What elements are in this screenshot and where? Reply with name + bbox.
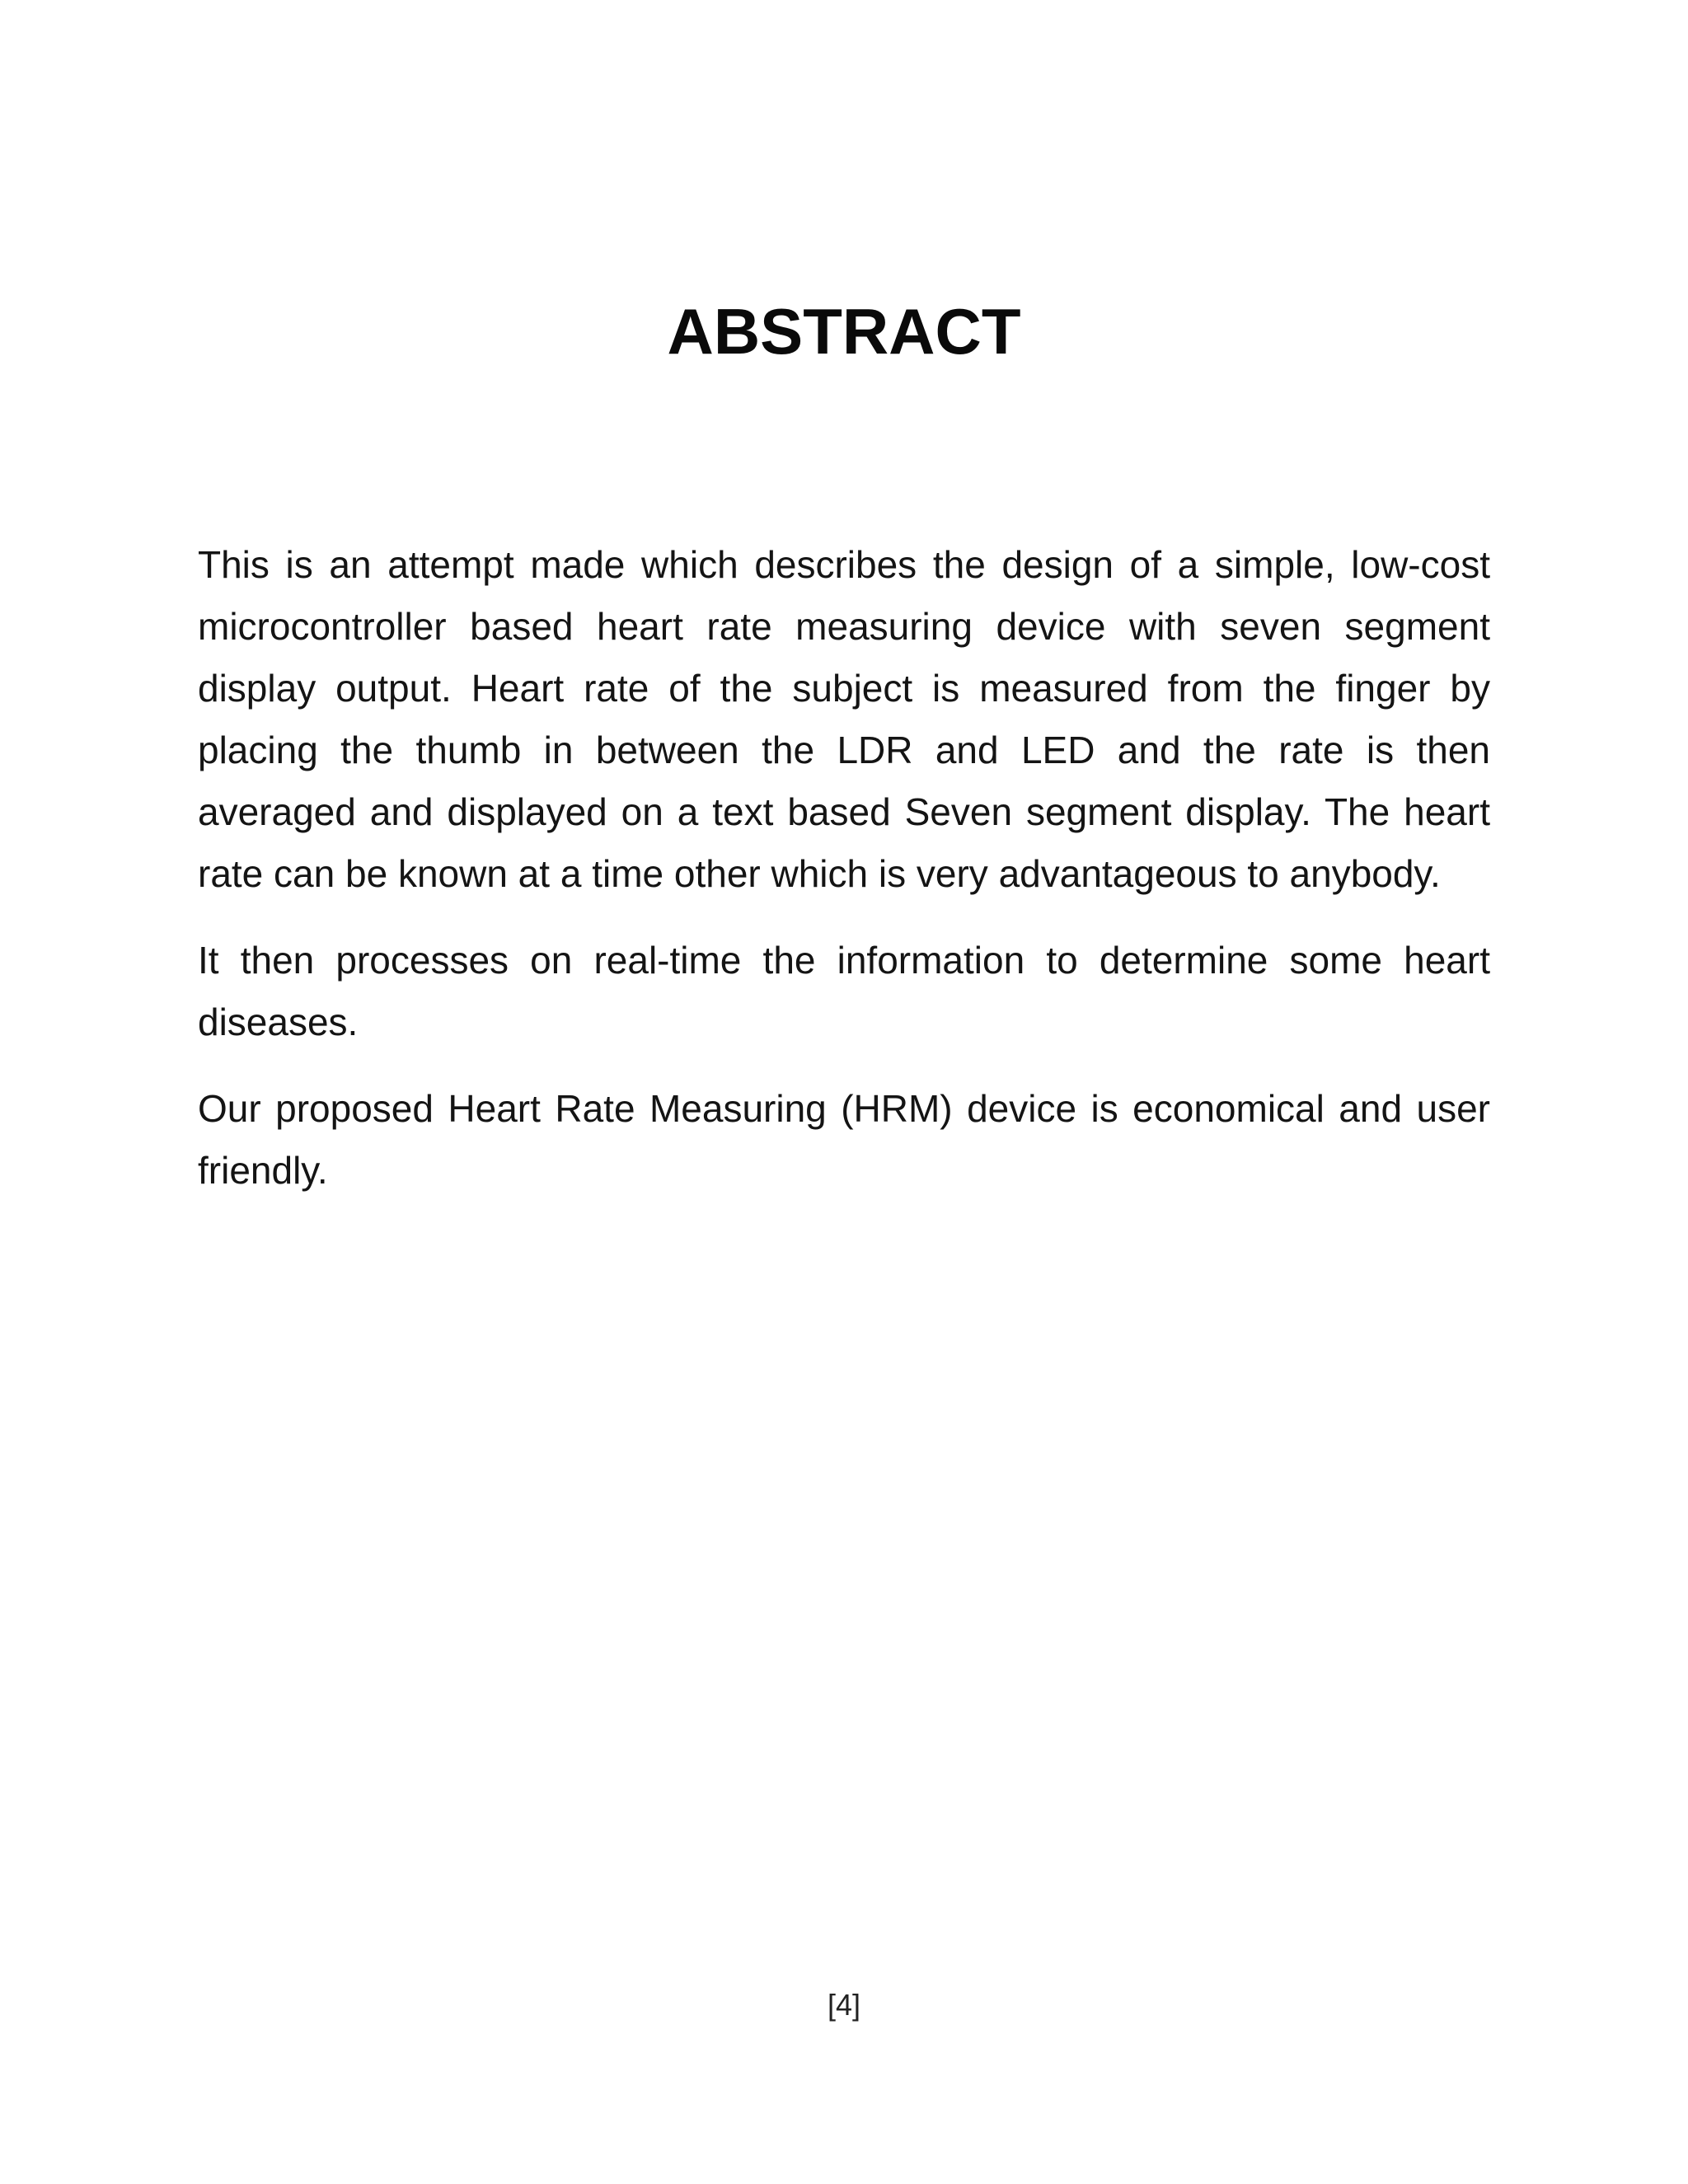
abstract-paragraph-2: It then processes on real-time the information to determine some heart diseases. [198,939,1490,1043]
page-number: [4] [827,1988,861,2022]
page-title: ABSTRACT [667,295,1021,368]
abstract-body [198,534,1490,1226]
abstract-paragraph-1: This is an attempt made which describes the design of a simple, low-cost microcontroller based heart rate measuring device with seven segment display output. Heart rate of the subject is measured from the finger by placing the thumb in between the LDR and LED and the rate is then averaged and displayed on a text based Seven segment display. The heart rate can be known at a time other which is very advantageous to anybody. [198,543,1490,895]
abstract-paragraph-3: Our proposed Heart Rate Measuring (HRM) device is economical and user friendly. [198,1087,1490,1192]
